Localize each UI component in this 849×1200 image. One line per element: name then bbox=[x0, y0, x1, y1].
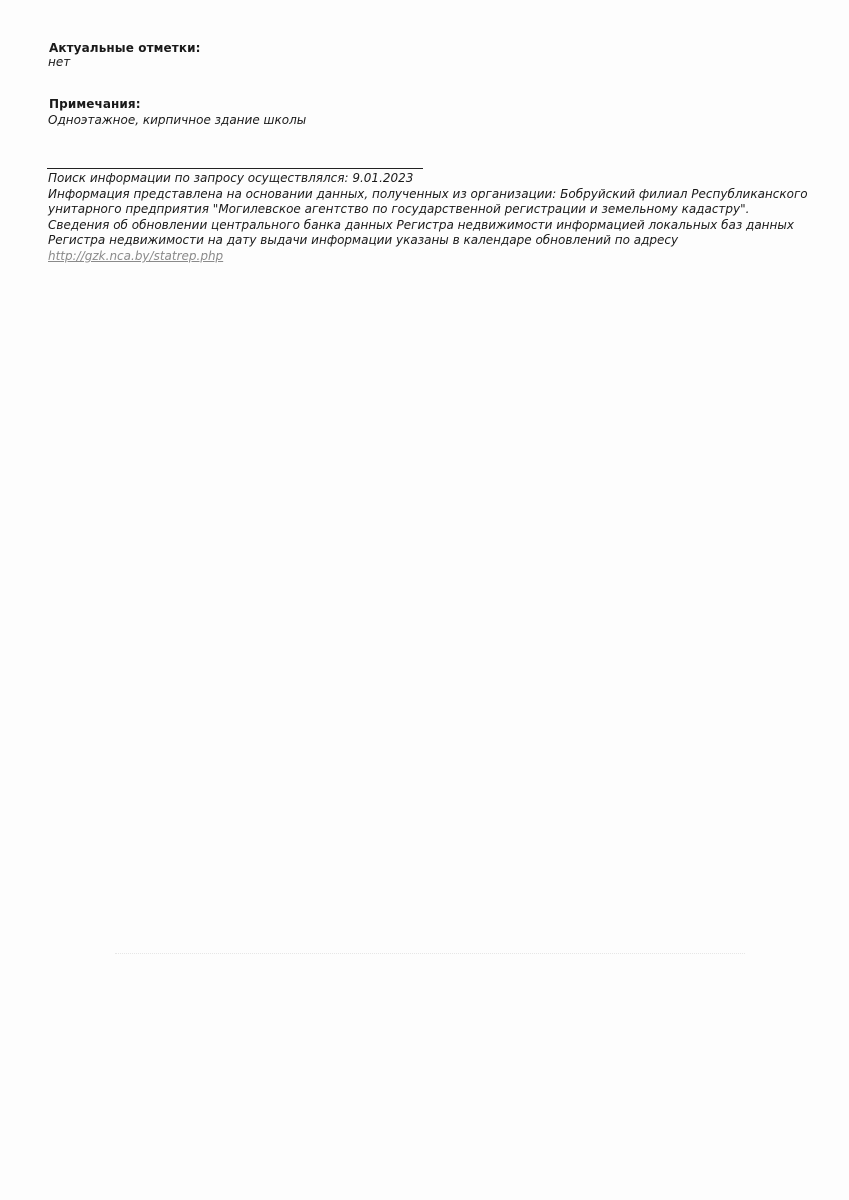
update-info-line-1: Сведения об обновлении центрального банка данных Регистра недвижимости информацией локальных баз данных bbox=[48, 217, 794, 232]
notes-value: Одноэтажное, кирпичное здание школы bbox=[48, 113, 307, 127]
statrep-link[interactable]: http://gzk.nca.by/statrep.php bbox=[48, 248, 224, 263]
footer-divider bbox=[47, 168, 423, 169]
footer-info bbox=[48, 171, 828, 265]
notes-heading: Примечания: bbox=[49, 97, 141, 111]
scan-artifact-divider bbox=[115, 953, 745, 954]
update-info-line-2: Регистра недвижимости на дату выдачи информации указаны в календаре обновлений по адресу bbox=[48, 233, 679, 248]
current-marks-heading: Актуальные отметки: bbox=[49, 41, 201, 55]
source-line-2: унитарного предприятия "Могилевское агентство по государственной регистрации и земельному кадастру". bbox=[48, 202, 750, 217]
current-marks-value: нет bbox=[48, 55, 71, 69]
source-line-1: Информация представлена на основании данных, полученных из организации: Бобруйский филиал Республиканского bbox=[48, 186, 808, 201]
search-date-line: Поиск информации по запросу осуществлялся: 9.01.2023 bbox=[48, 171, 414, 185]
